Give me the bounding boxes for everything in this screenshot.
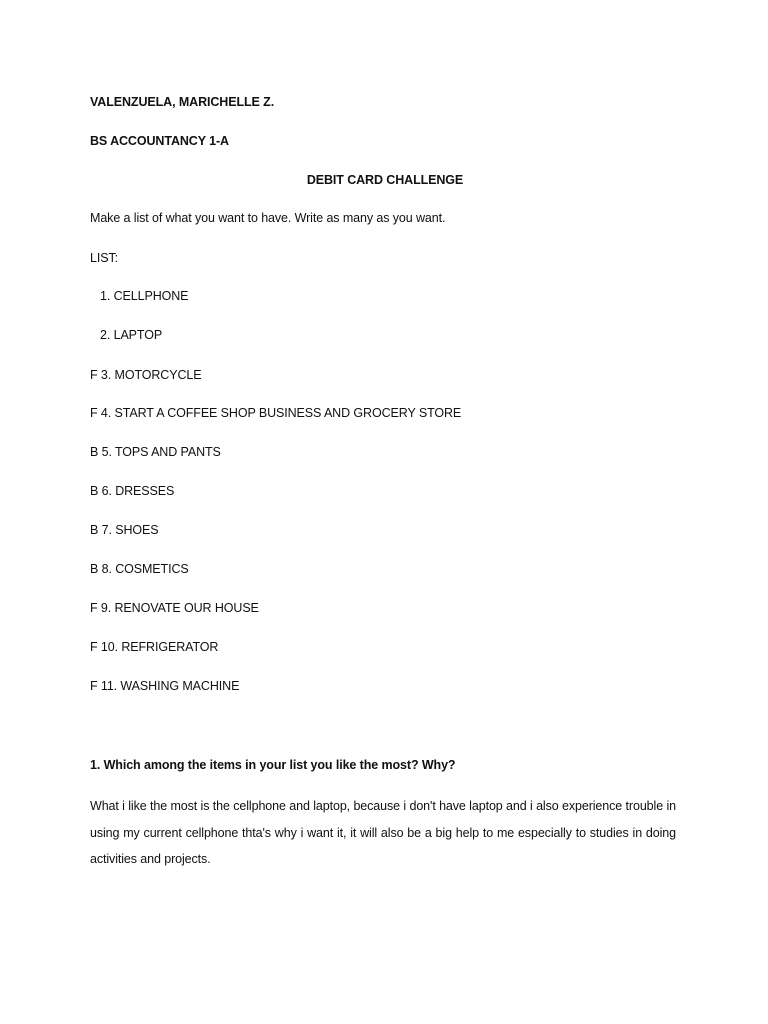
document-title: DEBIT CARD CHALLENGE <box>306 173 464 187</box>
list-item: F 3. MOTORCYCLE <box>90 368 202 382</box>
student-name: VALENZUELA, MARICHELLE Z. <box>90 95 275 109</box>
instruction-text: Make a list of what you want to have. Write as many as you want. <box>90 211 446 225</box>
list-label: LIST: <box>90 251 118 265</box>
list-item: F 10. REFRIGERATOR <box>90 640 219 654</box>
question-heading: 1. Which among the items in your list you like the most? Why? <box>90 758 456 772</box>
answer-paragraph: What i like the most is the cellphone and laptop, because i don't have laptop and i also experience trouble in using my current cellphone thta's why i want it, it will also be a big help to me especially to studies in doing activities and projects. <box>90 799 676 866</box>
list-item: F 9. RENOVATE OUR HOUSE <box>90 601 259 615</box>
list-item: F 4. START A COFFEE SHOP BUSINESS AND GROCERY STORE <box>90 406 462 420</box>
list-item: B 5. TOPS AND PANTS <box>90 445 221 459</box>
list-item: F 11. WASHING MACHINE <box>90 679 240 693</box>
list-item: B 8. COSMETICS <box>90 562 189 576</box>
course-section: BS ACCOUNTANCY 1-A <box>90 134 229 148</box>
list-item: 1. CELLPHONE <box>100 289 189 303</box>
list-item: B 6. DRESSES <box>90 484 175 498</box>
list-item: B 7. SHOES <box>90 523 159 537</box>
list-item: 2. LAPTOP <box>100 328 163 342</box>
